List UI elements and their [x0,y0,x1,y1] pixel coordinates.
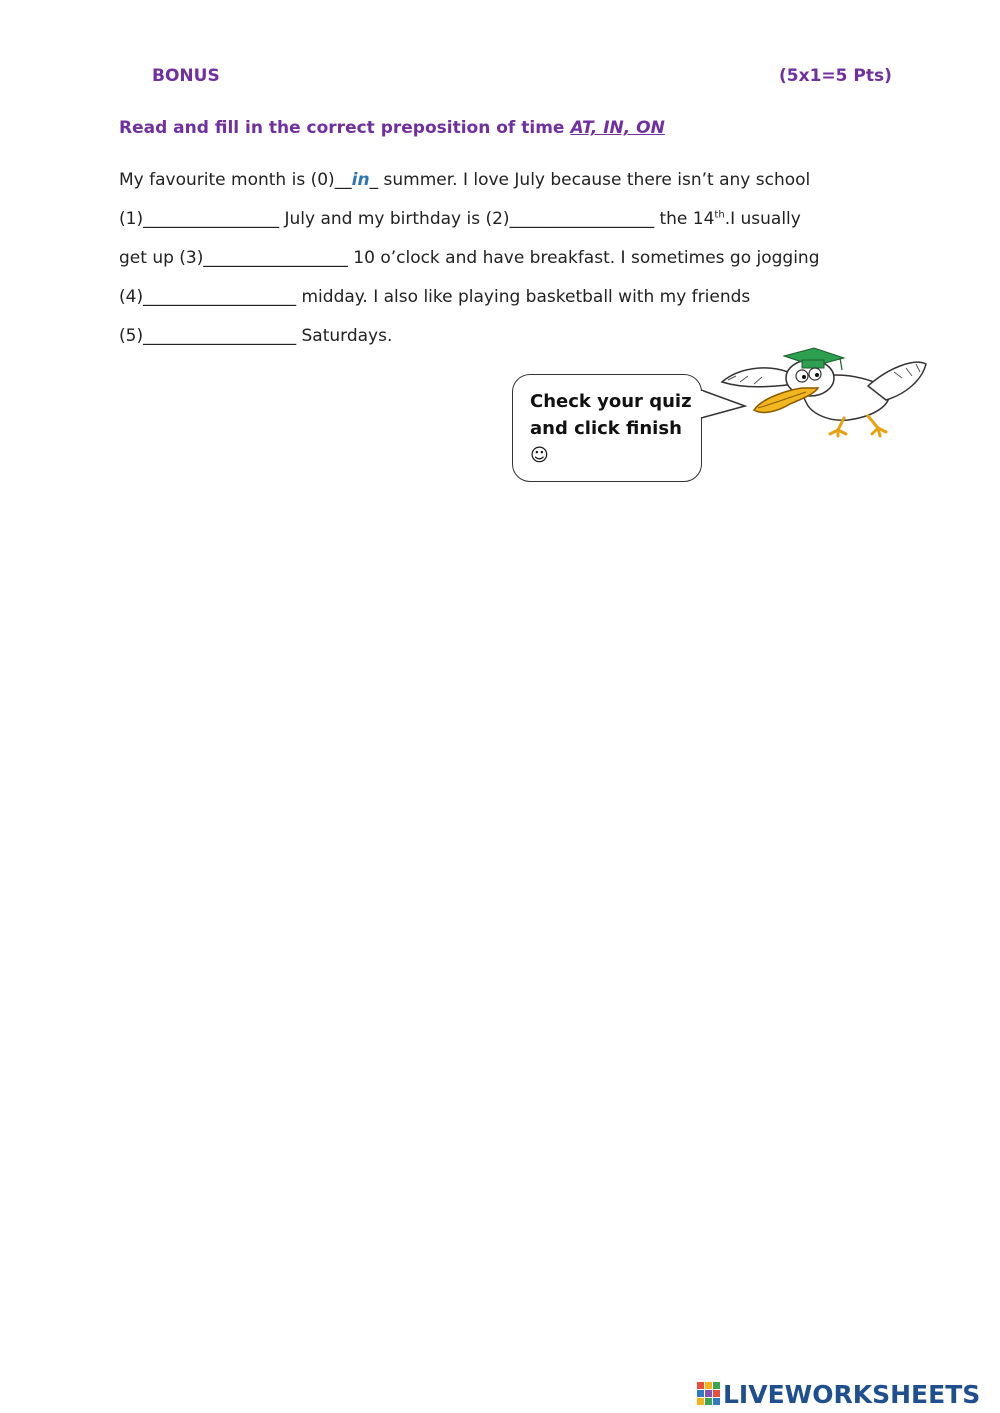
blank-3-input[interactable]: _________________ [203,248,348,268]
line3-text-end: midday. I also like playing basketball with my friends [296,287,751,307]
exercise-line-2 [119,248,820,268]
instruction [119,118,665,138]
exercise-line-3 [119,287,750,307]
points-label: (5x1=5 Pts) [779,66,892,86]
blank-1-number: (1) [119,209,144,229]
line2-text-start: get up (3) [119,248,204,268]
blank-4-number: (4) [119,287,144,307]
instruction-text: Read and fill in the correct preposition of time [119,118,565,138]
graduate-bird-icon [718,346,930,438]
blank-1-input[interactable]: ________________ [143,209,280,229]
line0-text-end: _ summer. I love July because there isn’t any school [369,170,811,190]
example-answer: in [351,170,370,190]
exercise-line-0 [119,170,810,190]
blank-2-input[interactable]: _________________ [509,209,655,229]
ordinal-suffix: th [714,209,725,221]
line2-text-end: 10 o’clock and have breakfast. I sometimes go jogging [347,248,820,268]
exercise-line-1 [119,209,801,229]
exercise-line-4 [119,326,392,346]
logo-text: LIVEWORKSHEETS [723,1379,981,1409]
line4-text-end: Saturdays. [296,326,393,346]
liveworksheets-logo [697,1378,980,1410]
preposition-options: AT, IN, ON [570,118,665,138]
speech-bubble-text [530,388,700,469]
blank-5-number: (5) [119,326,144,346]
line1-text-mid: July and my birthday is (2) [279,209,510,229]
blank-5-input[interactable]: __________________ [143,326,297,346]
line0-text-start: My favourite month is (0)__ [119,170,352,190]
smiley-icon: ☺ [530,445,549,466]
bubble-line-2: and click finish [530,418,682,439]
blank-4-input[interactable]: __________________ [143,287,297,307]
line1-text-end: .I usually [724,209,801,229]
liveworksheets-logo-icon [697,1382,721,1406]
line1-text-date: the 14 [654,209,715,229]
bonus-heading: BONUS [152,66,220,86]
bubble-line-1: Check your quiz [530,391,692,412]
